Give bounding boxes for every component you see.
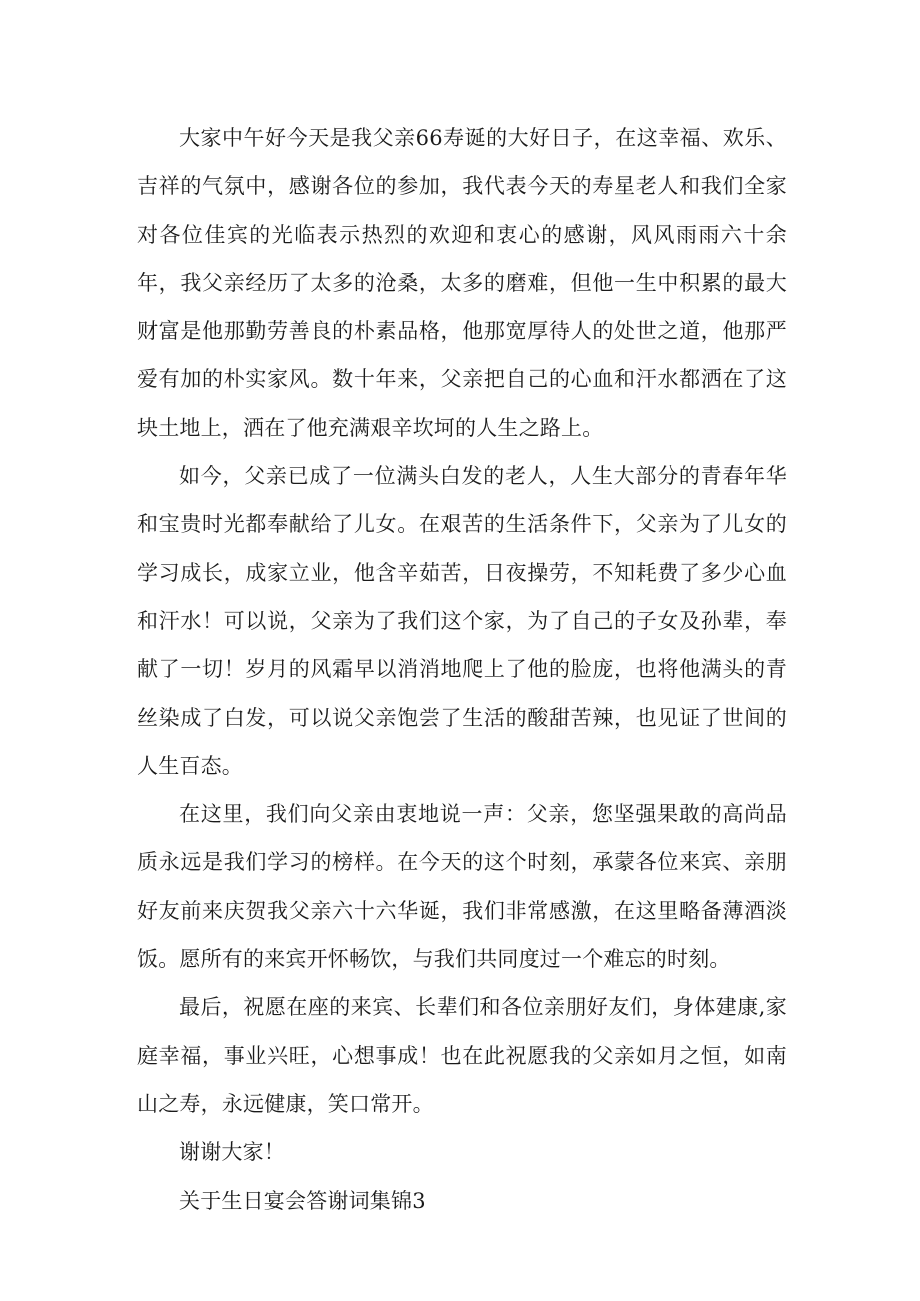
paragraph-father-dedication: 如今，父亲已成了一位满头白发的老人，人生大部分的青春年华和宝贵时光都奉献给了儿女。在艰苦的生活条件下，父亲为了儿女的学习成长，成家立业，他含辛茹苦，日夜操劳，不知耗费了多少心血和汗水！可以说，父亲为了我们这个家，为了自己的子女及孙辈，奉献了一切！岁月的风霜早以消消地爬上了他的脸庞，也将他满头的青丝染成了白发，可以说父亲饱尝了生活的酸甜苦辣，也见证了世间的人生百态。 bbox=[137, 464, 787, 778]
closing-thanks: 谢谢大家！ bbox=[179, 1140, 285, 1165]
paragraph-blessing: 最后，祝愿在座的来宾、长辈们和各位亲朋好友们，身体建康,家庭幸福，事业兴旺，心想事成！也在此祝愿我的父亲如月之恒，如南山之寿，永远健康，笑口常开。 bbox=[137, 995, 787, 1116]
paragraph-gratitude: 在这里，我们向父亲由衷地说一声：父亲，您坚强果敢的高尚品质永远是我们学习的榜样。在今天的这个时刻，承蒙各位来宾、亲朋好友前来庆贺我父亲六十六华诞，我们非常感激，在这里略备薄酒淡饭。愿所有的来宾开怀畅饮，与我们共同度过一个难忘的时刻。 bbox=[137, 802, 787, 972]
document-body bbox=[137, 114, 787, 1225]
next-section-heading: 关于生日宴会答谢词集锦3 bbox=[179, 1188, 426, 1213]
paragraph-opening: 大家中午好今天是我父亲66寿诞的大好日子，在这幸福、欢乐、吉祥的气氛中，感谢各位的参加，我代表今天的寿星老人和我们全家对各位佳宾的光临表示热烈的欢迎和衷心的感谢，风风雨雨六十余年，我父亲经历了太多的沧桑，太多的磨难，但他一生中积累的最大财富是他那勤劳善良的朴素品格，他那宽厚待人的处世之道，他那严爱有加的朴实家风。数十年来，父亲把自己的心血和汗水都洒在了这块土地上，洒在了他充满艰辛坎坷的人生之路上。 bbox=[137, 126, 787, 440]
